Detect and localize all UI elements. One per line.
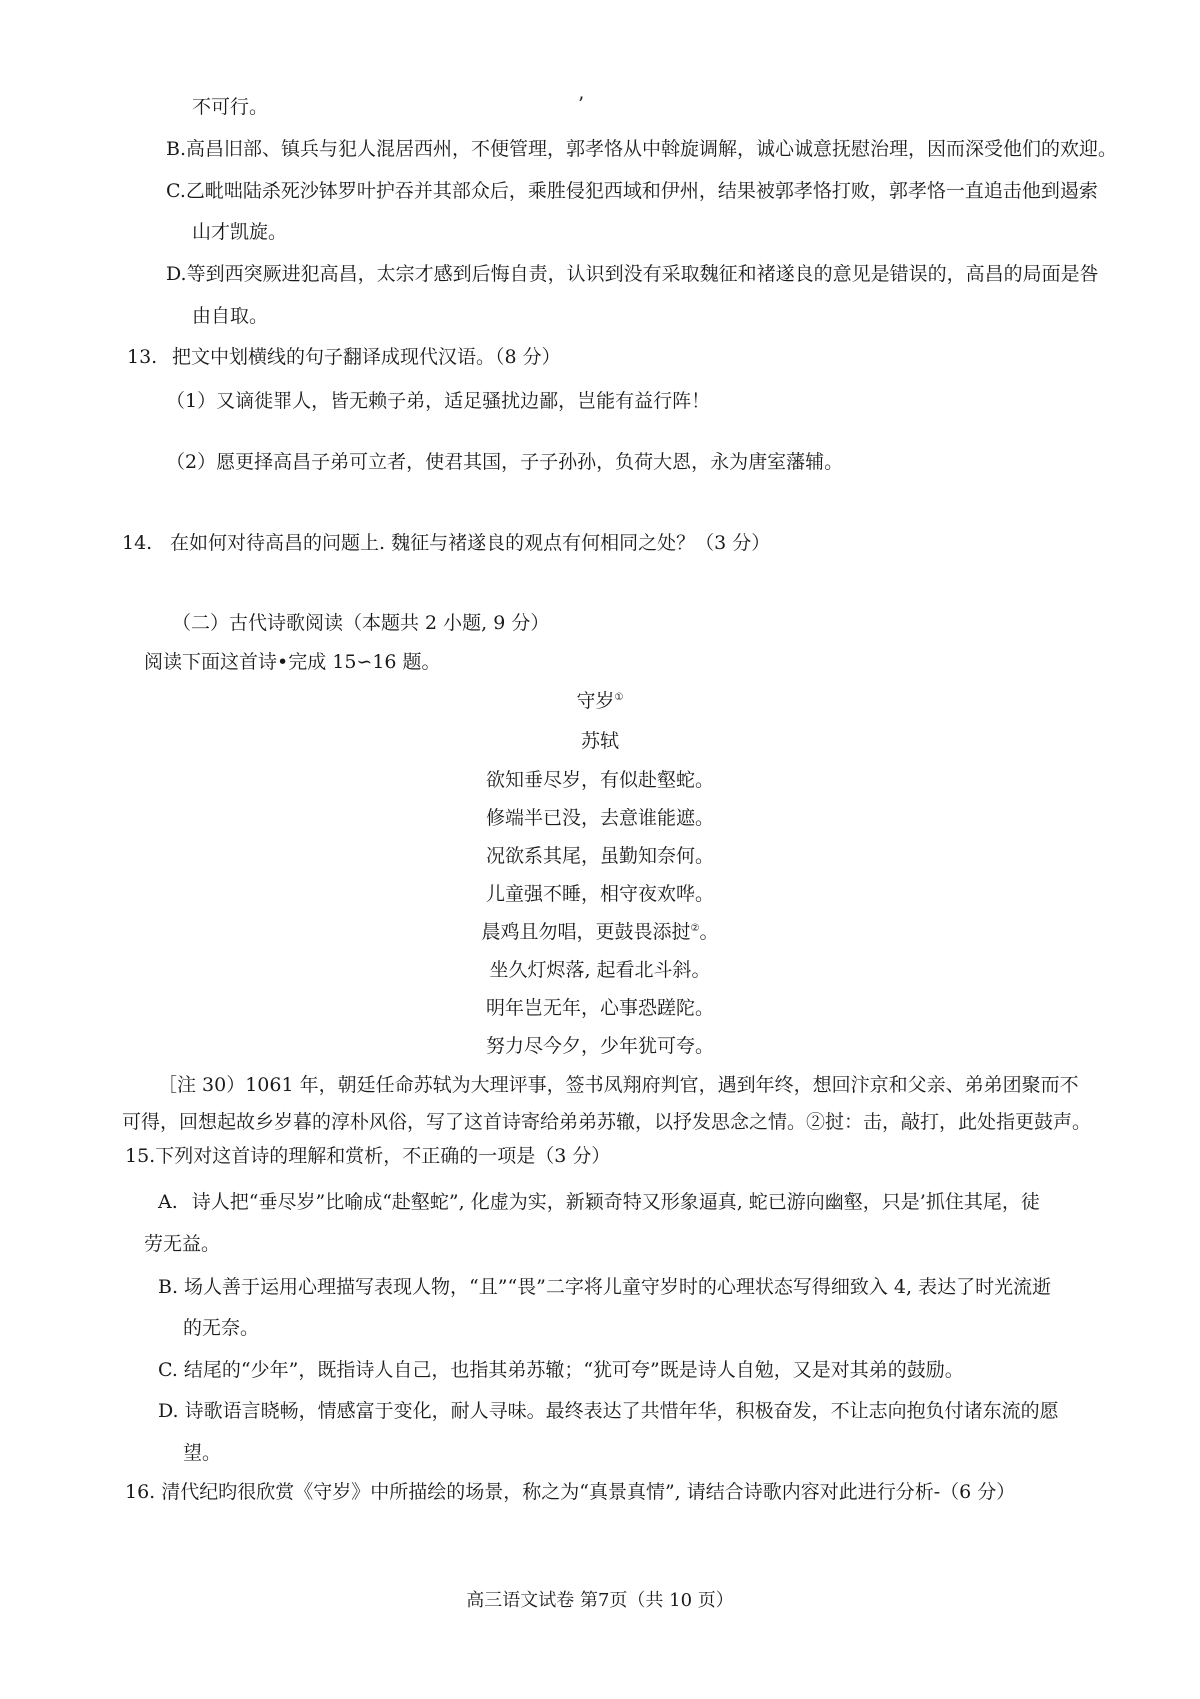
section-instruction: 阅读下面这首诗•完成 15∽16 题。 [144, 651, 441, 673]
option-text: 高昌旧部、镇兵与犯人混居西州，不便管理，郭孝恪从中斡旋调解，诚心诚意抚慰治理，因而深受他们的欢迎。 [186, 138, 1118, 160]
option-label: D. [166, 263, 187, 285]
option-text: 诗歌语言晓畅，情感富于变化，耐人寻味。最终表达了共惜年华，积极奋发，不让志向抱负付诸东流的愿 [184, 1400, 1059, 1422]
option-text: 结尾的“少年”，既指诗人自己，也指其弟苏辙；“犹可夸”既是诗人自勉，又是对其弟的鼓励。 [183, 1359, 964, 1381]
q13-sentence-1: （1）又谪徙罪人，皆无赖子弟，适足骚扰边鄙，岂能有益行阵！ [166, 390, 711, 412]
q15-option-b [158, 1275, 1051, 1299]
q12-option-c-continued: 山才凯旋。 [192, 221, 288, 243]
q13-sentence-2: （2）愿更择高昌子弟可立者，使君其国，子子孙孙，负荷大恩，永为唐室藩辅。 [166, 451, 844, 473]
q15-option-a-continued: 劳无益。 [144, 1233, 221, 1255]
footnote-marker: ② [690, 923, 700, 934]
q14-number: 14. [122, 532, 153, 554]
q14-prompt: 在如何对待高昌的问题上. 魏征与褚遂良的观点有何相同之处？（3 分） [170, 532, 771, 554]
poem-author: 苏轼 [580, 730, 619, 752]
q15-option-a [158, 1190, 1040, 1214]
q15-option-c [158, 1358, 964, 1382]
q15-option-d-continued: 望。 [183, 1442, 222, 1464]
option-label: B. [166, 138, 187, 160]
q15-prompt: 15.下列对这首诗的理解和赏析，不正确的一项是（3 分） [125, 1145, 611, 1167]
poem-line: 明年岂无年，心事恐蹉陀。 [485, 997, 714, 1019]
footnote-marker: ① [614, 692, 624, 703]
poem-line: 儿童强不睡，相守夜欢哗。 [485, 883, 714, 905]
option-label: C. [166, 180, 186, 202]
page-footer: 高三语文试卷 第7页（共 10 页） [466, 1590, 734, 1611]
option-label: D. [158, 1400, 179, 1422]
poem-line [0, 920, 1200, 944]
option-text: 场人善于运用心理描写表现人物，“且”“畏”二字将儿童守岁时的心理状态写得细致入 4, 表达了时光流逝 [184, 1276, 1052, 1298]
q16-prompt: 16. 清代纪昀很欣赏《守岁》中所描绘的场景，称之为“真景真情”, 请结合诗歌内容对此进行分析-（6 分） [125, 1481, 1016, 1503]
q12-option-b [166, 137, 1117, 161]
option-text: 乙毗咄陆杀死沙钵罗叶护吞并其部众后，乘胜侵犯西域和伊州，结果被郭孝恪打败，郭孝恪一直追击他到遏索 [185, 180, 1098, 202]
poem-note-line-1: ［注 30）1061 年，朝廷任命苏轼为大理评事，签书凤翔府判官，遇到年终，想回汴京和父亲、弟弟团聚而不 [158, 1074, 1079, 1096]
option-label: B. [158, 1276, 179, 1298]
poem-line: 坐久灯烬落, 起看北斗斜。 [489, 959, 711, 981]
q13-prompt: 把文中划横线的句子翻译成现代汉语。（8 分） [172, 346, 561, 368]
q15-option-b-continued: 的无奈。 [183, 1317, 260, 1339]
option-label: C. [158, 1359, 178, 1381]
poem-line: 修端半已没，去意谁能遮。 [485, 807, 714, 829]
poem-title-text: 守岁 [576, 690, 615, 712]
q13-number: 13. [127, 346, 158, 368]
option-label: A. [158, 1191, 178, 1213]
poem-line-text: 晨鸡且勿唱，更鼓畏添挝 [481, 921, 691, 943]
q12-option-c [166, 179, 1098, 203]
section-heading: （二）古代诗歌阅读（本题共 2 小题, 9 分） [172, 612, 550, 634]
poem-line: 努力尽今夕，少年犹可夸。 [485, 1035, 714, 1057]
poem-title [0, 689, 1200, 713]
poem-note-line-2: 可得，回想起故乡岁暮的淳朴风俗，写了这首诗寄给弟弟苏辙，以抒发思念之情。②挝：击，敲打，此处指更鼓声。 [122, 1111, 1092, 1133]
poem-line: 欲知垂尽岁，有似赴壑蛇。 [485, 769, 714, 791]
q12-option-a-tail: 不可行。 [192, 96, 269, 118]
q15-option-d [158, 1399, 1059, 1423]
option-text: 等到西突厥进犯高昌，太宗才感到后悔自责，认识到没有采取魏征和褚遂良的意见是错误的，高昌的局面是咎 [186, 263, 1099, 285]
stray-mark: ’ [578, 93, 585, 115]
option-text: 诗人把“垂尽岁”比喻成“赴壑蛇”, 化虚为实，新颖奇特又形象逼真, 蛇已游向幽壑，只是’抓住其尾，徒 [191, 1191, 1040, 1213]
q12-option-d-continued: 由自取。 [192, 305, 269, 327]
poem-line: 况欲系其尾，虽勤知奈何。 [485, 845, 714, 867]
poem-line-punct: 。 [699, 921, 719, 943]
q12-option-d [166, 262, 1099, 286]
